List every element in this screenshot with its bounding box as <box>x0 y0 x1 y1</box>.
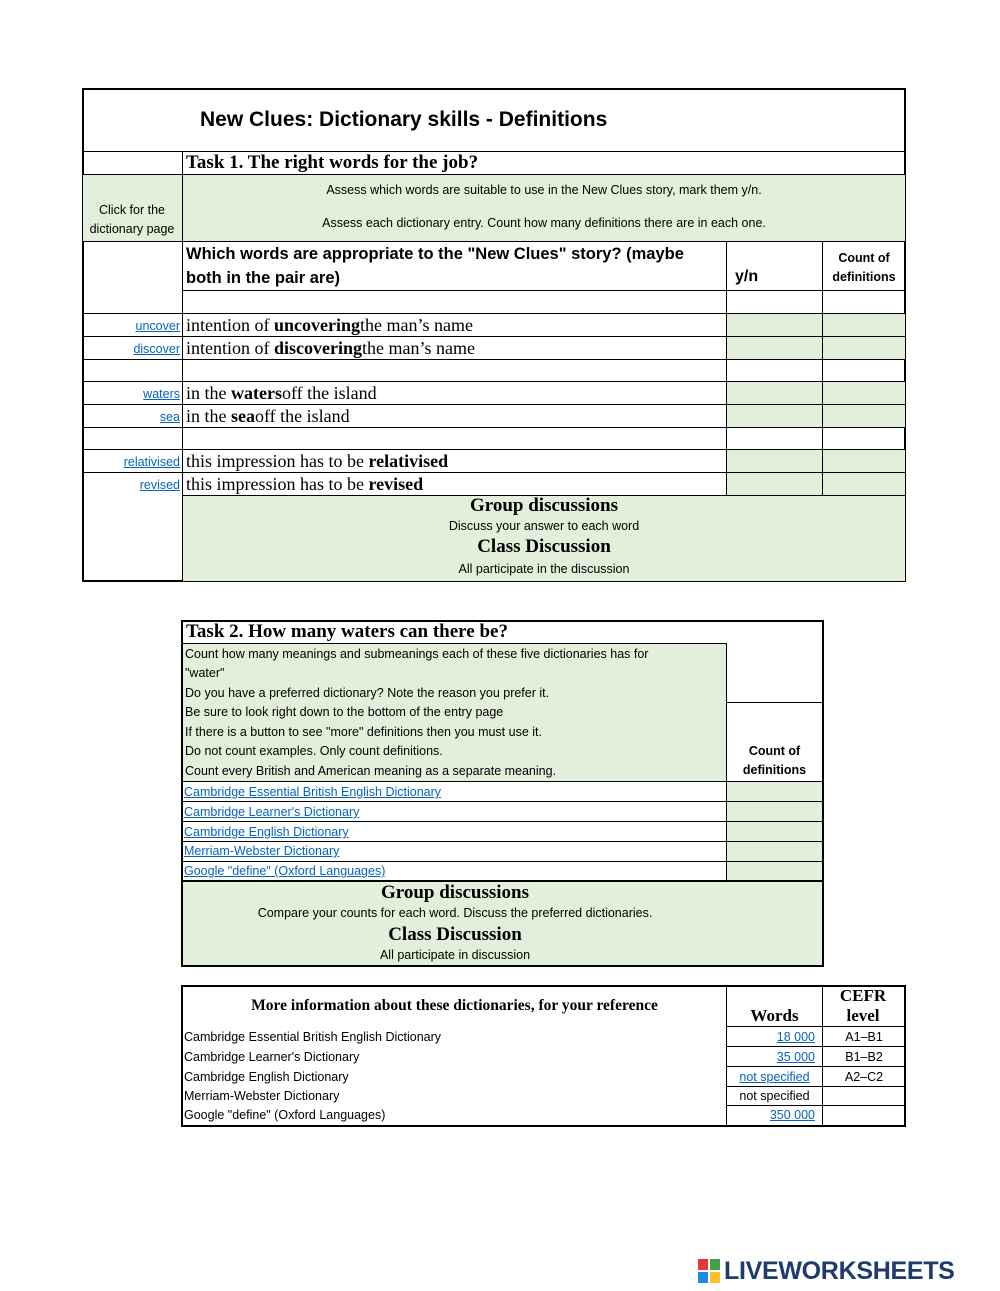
dictionary-link[interactable]: Cambridge English Dictionary <box>184 825 349 839</box>
word-row <box>186 313 473 337</box>
row-text: in the <box>186 382 227 403</box>
dictionary-row[interactable] <box>184 841 339 861</box>
count-input[interactable] <box>727 782 822 801</box>
info-words[interactable] <box>727 1105 815 1124</box>
class-text: All participate in discussion <box>379 948 531 962</box>
page-title: New Clues: Dictionary skills - Definitions <box>200 108 608 131</box>
words-link[interactable]: not specified <box>739 1069 810 1084</box>
count-cell[interactable] <box>823 405 905 427</box>
row-keyword: discovering <box>274 337 362 358</box>
info-words[interactable] <box>727 1027 815 1046</box>
info-cefr: B1–B2 <box>845 1049 883 1064</box>
row-text: this impression has to be <box>186 473 364 494</box>
row-link[interactable] <box>84 473 180 496</box>
divider <box>726 702 822 703</box>
dictionary-row[interactable] <box>184 861 385 881</box>
yn-cell[interactable] <box>727 473 822 495</box>
divider <box>182 290 905 291</box>
task2-line: Count how many meanings and submeanings each of these five dictionaries has for <box>185 647 649 661</box>
dictionary-link[interactable]: Cambridge Learner's Dictionary <box>184 805 360 819</box>
row-link[interactable] <box>84 405 180 428</box>
group-heading: Group discussions <box>469 495 619 516</box>
yn-cell[interactable] <box>727 405 822 427</box>
class-text: All participate in the discussion <box>458 562 630 576</box>
word-row <box>186 449 448 473</box>
word-row <box>186 336 475 360</box>
divider <box>83 359 905 360</box>
task2-line: Do not count examples. Only count definitions. <box>185 744 443 758</box>
class-heading: Class Discussion <box>477 536 611 557</box>
row-link[interactable] <box>84 337 180 360</box>
word-row <box>186 404 350 428</box>
info-dictionary-name: Merriam-Webster Dictionary <box>184 1088 340 1103</box>
dictionary-link-sea[interactable]: sea <box>159 409 180 424</box>
row-keyword: uncovering <box>274 314 361 335</box>
task2-line: "water" <box>185 666 225 680</box>
row-link[interactable] <box>84 382 180 405</box>
click-label: Click for the dictionary page <box>89 203 175 236</box>
dictionary-row[interactable] <box>184 822 349 842</box>
question-header: Which words are appropriate to the "New Clues" story? (maybe both in the pair are) <box>186 245 684 287</box>
words-link[interactable]: 18 000 <box>776 1029 815 1044</box>
yn-cell[interactable] <box>727 314 822 336</box>
row-text: off the island <box>281 382 377 403</box>
count-header: Count of definitions <box>742 744 807 777</box>
count-input[interactable] <box>727 862 822 880</box>
class-heading: Class Discussion <box>388 924 522 945</box>
count-header: Count of definitions <box>832 251 896 284</box>
logo-text: LIVEWORKSHEETS <box>724 1256 955 1285</box>
row-link[interactable] <box>84 450 180 473</box>
task2-heading: Task 2. How many waters can there be? <box>186 621 508 642</box>
task2-line: Be sure to look right down to the bottom of the entry page <box>185 705 504 719</box>
dictionary-link[interactable]: Merriam-Webster Dictionary <box>184 844 340 858</box>
yn-cell[interactable] <box>727 337 822 359</box>
dictionary-link[interactable]: Google "define" (Oxford Languages) <box>184 864 386 878</box>
row-text: intention of <box>186 314 270 335</box>
dictionary-row[interactable] <box>184 802 359 822</box>
row-text: off the island <box>255 405 350 426</box>
count-cell[interactable] <box>823 337 905 359</box>
row-keyword: waters <box>231 382 282 403</box>
count-cell[interactable] <box>823 450 905 472</box>
row-link[interactable] <box>84 314 180 337</box>
logo-block-blue <box>698 1272 708 1283</box>
liveworksheets-logo <box>698 1257 993 1285</box>
task2-line: Count every British and American meaning as a separate meaning. <box>185 764 557 778</box>
logo-block-red <box>698 1259 708 1270</box>
yn-cell[interactable] <box>727 450 822 472</box>
logo-block-green <box>710 1259 720 1270</box>
task2-line: If there is a button to see "more" definitions then you must use it. <box>185 725 542 739</box>
row-keyword: relativised <box>368 450 449 471</box>
info-heading: More information about these dictionaries, for your reference <box>251 997 658 1014</box>
dictionary-link-revised[interactable]: revised <box>139 477 180 492</box>
row-keyword: sea <box>231 405 255 426</box>
logo-block-yellow <box>710 1272 720 1283</box>
count-cell[interactable] <box>823 382 905 404</box>
info-dictionary-name: Cambridge English Dictionary <box>184 1069 349 1084</box>
row-text: this impression has to be <box>186 450 364 471</box>
info-words: not specified <box>739 1088 810 1103</box>
dictionary-link[interactable]: Cambridge Essential British English Dictionary <box>184 785 442 799</box>
task1-heading: Task 1. The right words for the job? <box>186 152 479 173</box>
divider <box>83 427 905 428</box>
cefr-header: CEFR level <box>839 986 887 1025</box>
words-link[interactable]: 350 000 <box>769 1107 815 1122</box>
info-words[interactable] <box>727 1067 822 1086</box>
dictionary-link-discover[interactable]: discover <box>133 341 180 356</box>
count-input[interactable] <box>727 842 822 861</box>
count-input[interactable] <box>727 822 822 841</box>
info-dictionary-name: Cambridge Essential British English Dictionary <box>184 1029 442 1044</box>
row-keyword: revised <box>368 473 424 494</box>
yn-header: y/n <box>735 268 759 285</box>
count-cell[interactable] <box>823 473 905 495</box>
row-text: in the <box>186 405 227 426</box>
row-text: the man’s name <box>360 314 473 335</box>
count-cell[interactable] <box>823 314 905 336</box>
row-text: the man’s name <box>362 337 475 358</box>
dictionary-row[interactable] <box>184 782 441 802</box>
task2-line: Do you have a preferred dictionary? Note the reason you prefer it. <box>185 686 550 700</box>
instruction-1: Assess which words are suitable to use in the New Clues story, mark them y/n. <box>326 183 762 197</box>
dictionary-link-relativised[interactable]: relativised <box>123 454 180 469</box>
info-cefr <box>823 1105 905 1124</box>
dictionary-link-waters[interactable]: waters <box>143 386 180 401</box>
word-row <box>186 381 377 405</box>
instruction-2: Assess each dictionary entry. Count how many definitions there are in each one. <box>322 216 766 230</box>
words-header: Words <box>750 1006 799 1025</box>
dictionary-link-uncover[interactable]: uncover <box>135 318 180 333</box>
logo-mark <box>698 1259 720 1283</box>
words-link[interactable]: 35 000 <box>776 1049 815 1064</box>
group-text: Discuss your answer to each word <box>448 519 640 533</box>
info-dictionary-name: Google "define" (Oxford Languages) <box>184 1107 386 1122</box>
group-heading: Group discussions <box>380 882 530 903</box>
info-words[interactable] <box>727 1047 815 1066</box>
info-cefr: A1–B1 <box>845 1029 883 1044</box>
row-text: intention of <box>186 337 270 358</box>
info-cefr <box>823 1086 905 1105</box>
yn-cell[interactable] <box>727 382 822 404</box>
info-cefr: A2–C2 <box>844 1069 884 1084</box>
word-row <box>186 472 423 496</box>
info-dictionary-name: Cambridge Learner's Dictionary <box>184 1049 360 1064</box>
group-text: Compare your counts for each word. Discuss the preferred dictionaries. <box>257 906 653 920</box>
count-input[interactable] <box>727 802 822 821</box>
